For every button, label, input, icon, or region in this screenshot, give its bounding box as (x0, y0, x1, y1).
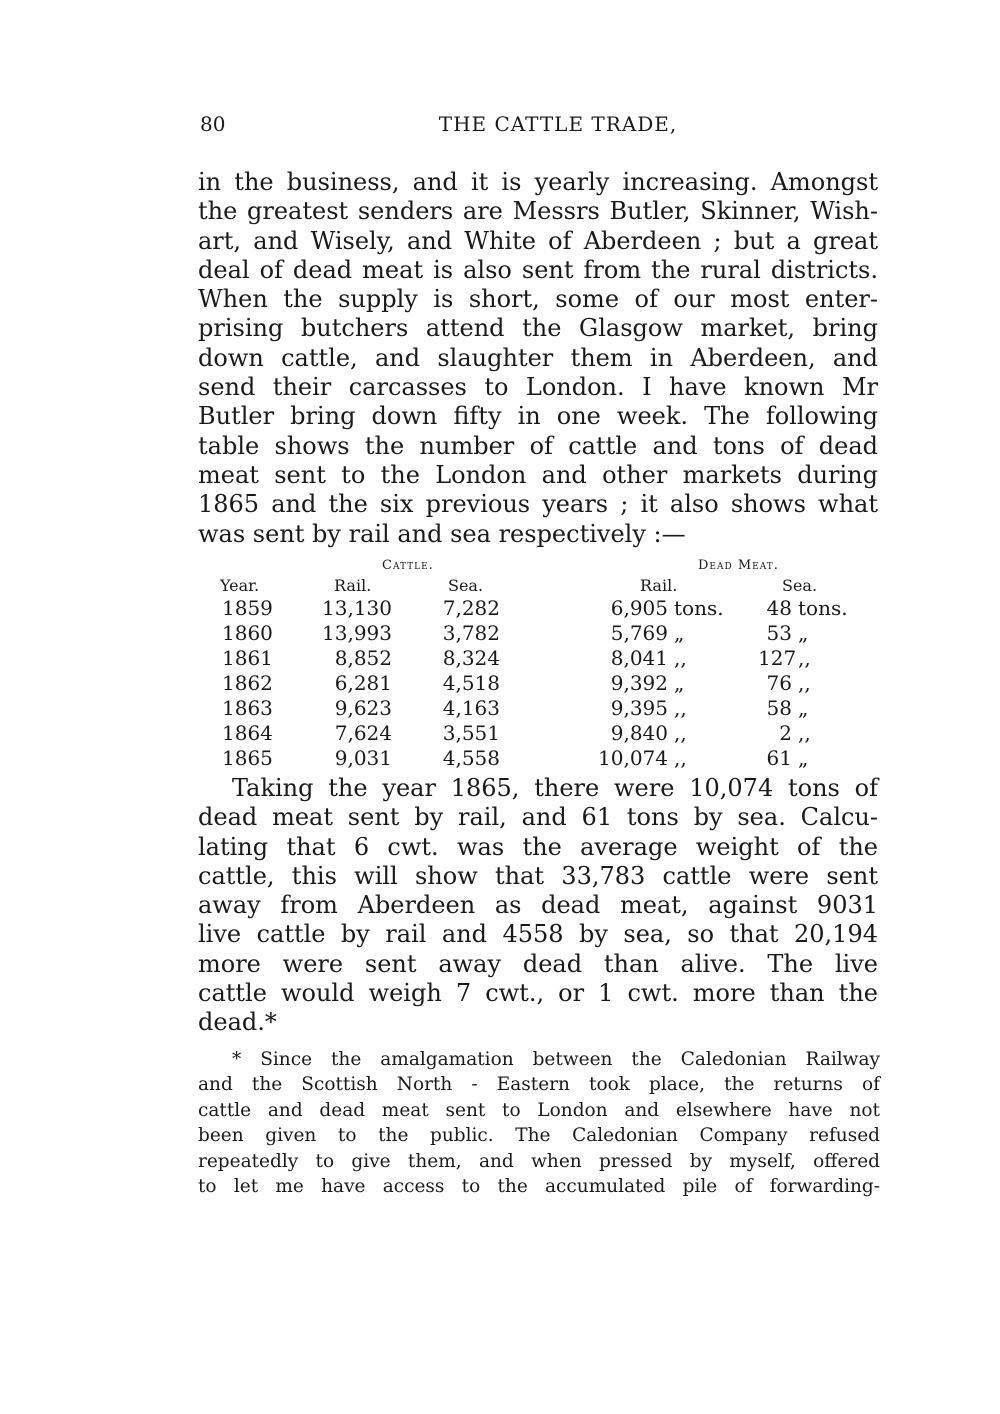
text-line: more were sent away dead than alive. The live (198, 949, 878, 978)
meat-sea-unit: ,, (798, 671, 811, 695)
meat-rail-unit: „ (674, 671, 685, 695)
footnote-line: to let me have access to the accumulated pile of forwarding- (198, 1175, 880, 1197)
year-cell: 1863 (222, 696, 273, 720)
body-paragraph-1 (198, 168, 878, 549)
year-cell: 1861 (222, 646, 273, 670)
column-header-meat-sea: Sea. (782, 576, 818, 595)
table-row (198, 721, 878, 746)
meat-sea-cell: 61 (766, 746, 792, 770)
footnote-line: and the Scottish North - Eastern took place, the returns of (198, 1074, 880, 1096)
group-header-cattle: Cattle. (382, 558, 434, 573)
meat-sea-cell: 53 (766, 621, 792, 645)
meat-rail-unit: „ (674, 621, 685, 645)
text-line: down cattle, and slaughter them in Aberdeen, and (198, 343, 878, 372)
text-line: 1865 and the six previous years ; it also shows what (198, 490, 878, 519)
text-line: cattle, this will show that 33,783 cattle were sent (198, 861, 878, 890)
text-line: in the business, and it is yearly increasing. Amongst (198, 168, 878, 196)
footnote-line: * Since the amalgamation between the Caledonian Railway (232, 1049, 880, 1070)
text-line: When the supply is short, some of our most enter- (198, 285, 878, 314)
cattle-sea-cell: 4,163 (442, 696, 500, 720)
text-line: deal of dead meat is also sent from the rural districts. (198, 255, 878, 284)
meat-sea-unit: „ (798, 621, 809, 645)
text-line: art, and Wisely, and White of Aberdeen ; but a great (198, 226, 878, 255)
text-line: away from Aberdeen as dead meat, against 9031 (198, 891, 878, 920)
cattle-rail-cell: 7,624 (334, 721, 392, 745)
text-line: send their carcasses to London. I have known Mr (198, 373, 878, 402)
cattle-sea-cell: 8,324 (442, 646, 500, 670)
year-cell: 1860 (222, 621, 273, 645)
year-cell: 1864 (222, 721, 273, 745)
group-header-dead-meat: Dead Meat. (698, 558, 779, 573)
meat-rail-unit: ,, (674, 696, 687, 720)
footnote-line: cattle and dead meat sent to London and elsewhere have not (198, 1099, 880, 1121)
meat-sea-unit: ,, (798, 646, 811, 670)
column-header-meat-rail: Rail. (640, 576, 678, 595)
footnote (198, 1047, 880, 1199)
text-line: live cattle by rail and 4558 by sea, so that 20,194 (198, 920, 878, 949)
meat-sea-unit: „ (798, 696, 809, 720)
cattle-rail-cell: 13,993 (322, 621, 392, 645)
meat-rail-unit: ,, (674, 646, 687, 670)
meat-sea-unit: „ (798, 746, 809, 770)
meat-rail-cell: 10,074 (598, 746, 668, 770)
cattle-sea-cell: 3,551 (442, 721, 500, 745)
meat-sea-cell: 127 (758, 646, 797, 670)
text-line: cattle would weigh 7 cwt., or 1 cwt. more than the (198, 979, 878, 1008)
meat-sea-cell: 2 (779, 721, 792, 745)
text-line: dead meat sent by rail, and 61 tons by sea. Calcu- (198, 803, 878, 832)
column-header-year: Year. (220, 576, 260, 595)
meat-rail-unit: ,, (674, 721, 687, 745)
meat-rail-cell: 6,905 (610, 596, 668, 620)
meat-rail-cell: 9,395 (610, 696, 668, 720)
cattle-rail-cell: 8,852 (334, 646, 392, 670)
year-cell: 1862 (222, 671, 273, 695)
cattle-rail-cell: 6,281 (334, 671, 392, 695)
text-line: table shows the number of cattle and tons of dead (198, 431, 878, 460)
table-row (198, 671, 878, 696)
year-cell: 1865 (222, 746, 273, 770)
cattle-rail-cell: 13,130 (322, 596, 392, 620)
meat-rail-cell: 5,769 (610, 621, 668, 645)
meat-sea-cell: 48 (766, 596, 792, 620)
table-row (198, 621, 878, 646)
column-header-cattle-rail: Rail. (334, 576, 372, 595)
meat-rail-cell: 9,840 (610, 721, 668, 745)
meat-sea-cell: 76 (766, 671, 792, 695)
page-number: 80 (200, 112, 226, 136)
text-line: Taking the year 1865, there were 10,074 tons of (232, 774, 878, 802)
meat-rail-unit: tons. (674, 596, 724, 620)
running-title: THE CATTLE TRADE, (438, 112, 678, 136)
text-line: dead.* (198, 1008, 277, 1037)
cattle-sea-cell: 4,558 (442, 746, 500, 770)
footnote-line: repeatedly to give them, and when pressed by myself, offered (198, 1150, 880, 1172)
page-header (198, 112, 878, 142)
table-row (198, 646, 878, 671)
text-line: the greatest senders are Messrs Butler, Skinner, Wish- (198, 197, 878, 226)
cattle-rail-cell: 9,623 (334, 696, 392, 720)
cattle-sea-cell: 7,282 (442, 596, 500, 620)
meat-sea-unit: ,, (798, 721, 811, 745)
year-cell: 1859 (222, 596, 273, 620)
meat-rail-unit: ,, (674, 746, 687, 770)
body-paragraph-2 (198, 774, 878, 1038)
table-row (198, 596, 878, 621)
meat-sea-cell: 58 (766, 696, 792, 720)
text-line: meat sent to the London and other markets during (198, 460, 878, 489)
table-row (198, 746, 878, 771)
cattle-sea-cell: 4,518 (442, 671, 500, 695)
footnote-line: been given to the public. The Caledonian Company refused (198, 1125, 880, 1147)
cattle-rail-cell: 9,031 (334, 746, 392, 770)
text-line: lating that 6 cwt. was the average weight of the (198, 832, 878, 861)
column-header-cattle-sea: Sea. (448, 576, 484, 595)
meat-sea-unit: tons. (798, 596, 848, 620)
meat-rail-cell: 9,392 (610, 671, 668, 695)
text-line: was sent by rail and sea respectively :— (198, 519, 686, 548)
table-row (198, 696, 878, 721)
text-line: Butler bring down fifty in one week. The following (198, 402, 878, 431)
text-line: prising butchers attend the Glasgow market, bring (198, 314, 878, 343)
cattle-sea-cell: 3,782 (442, 621, 500, 645)
meat-rail-cell: 8,041 (610, 646, 668, 670)
shipments-table (198, 558, 878, 772)
